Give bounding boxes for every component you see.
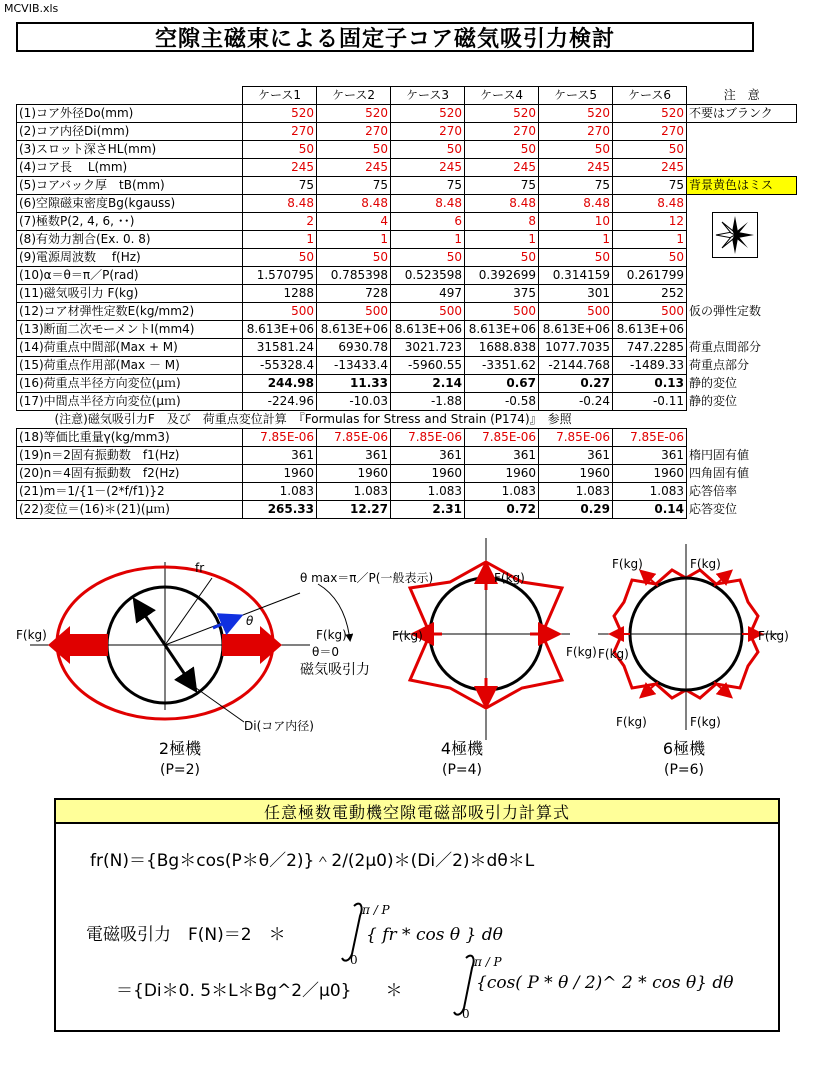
file-name: MCVIB.xls bbox=[4, 2, 59, 15]
row-value: 50 bbox=[613, 141, 687, 159]
row-value: 50 bbox=[391, 141, 465, 159]
row-value: 520 bbox=[243, 105, 317, 123]
row-label: (7)極数P(2, 4, 6, ･･) bbox=[17, 213, 243, 231]
row-value: 1.083 bbox=[243, 483, 317, 501]
row-value: 50 bbox=[613, 249, 687, 267]
row-value: 6930.78 bbox=[317, 339, 391, 357]
calc-note: (注意)磁気吸引力F 及び 荷重点変位計算 『Formulas for Stress and Strain (P174)』 参照 bbox=[54, 412, 572, 426]
row-value: 1960 bbox=[613, 465, 687, 483]
table-row bbox=[17, 447, 797, 465]
row-label: (18)等価比重量γ(kg/mm3) bbox=[17, 429, 243, 447]
row-note: 荷重点間部分 bbox=[689, 340, 762, 354]
row-value: 50 bbox=[539, 141, 613, 159]
row-value: 8.48 bbox=[317, 195, 391, 213]
row-label: (20)n＝4固有振動数 f2(Hz) bbox=[17, 465, 243, 483]
force-label-tl-6p: F(kg) bbox=[612, 557, 643, 571]
row-value: -10.03 bbox=[317, 393, 391, 411]
column-header: ケース1 bbox=[243, 87, 317, 105]
row-value: 8.48 bbox=[391, 195, 465, 213]
row-value: 8.48 bbox=[243, 195, 317, 213]
row-value: 0.785398 bbox=[317, 267, 391, 285]
int1-lower: 0 bbox=[350, 953, 358, 966]
int1-body: { fr * cos θ } dθ bbox=[366, 925, 503, 945]
row-value: 0.67 bbox=[465, 375, 539, 393]
row-value: 0.392699 bbox=[465, 267, 539, 285]
row-value: 500 bbox=[465, 303, 539, 321]
table-row bbox=[17, 213, 797, 231]
row-value: 1288 bbox=[243, 285, 317, 303]
row-value: 6 bbox=[391, 213, 465, 231]
two-pole-diagram bbox=[16, 561, 433, 733]
row-value: 1.083 bbox=[391, 483, 465, 501]
force-label-right: F(kg) bbox=[316, 628, 347, 642]
row-value: 11.33 bbox=[317, 375, 391, 393]
row-value: 50 bbox=[539, 249, 613, 267]
row-value: 50 bbox=[317, 141, 391, 159]
table-row bbox=[17, 501, 797, 519]
row-value: -1489.33 bbox=[613, 357, 687, 375]
row-value: 270 bbox=[391, 123, 465, 141]
force-label-bl-6p: F(kg) bbox=[616, 715, 647, 729]
row-value: 500 bbox=[243, 303, 317, 321]
table-row bbox=[17, 123, 797, 141]
row-note: 仮の弾性定数 bbox=[689, 304, 762, 318]
table-row bbox=[17, 483, 797, 501]
row-value: 1 bbox=[539, 231, 613, 249]
row-value: 361 bbox=[465, 447, 539, 465]
row-value: 0.72 bbox=[465, 501, 539, 519]
row-value: 0.27 bbox=[539, 375, 613, 393]
table-row bbox=[17, 321, 797, 339]
column-header: ケース3 bbox=[391, 87, 465, 105]
row-value: -0.11 bbox=[613, 393, 687, 411]
row-value: -55328.4 bbox=[243, 357, 317, 375]
table-row bbox=[17, 357, 797, 375]
row-value: 4 bbox=[317, 213, 391, 231]
row-value: 75 bbox=[391, 177, 465, 195]
row-value: 1960 bbox=[317, 465, 391, 483]
row-label: (1)コア外径Do(mm) bbox=[17, 105, 243, 123]
row-value: 0.261799 bbox=[613, 267, 687, 285]
row-value: 0.314159 bbox=[539, 267, 613, 285]
row-value: 8.48 bbox=[465, 195, 539, 213]
row-value: 361 bbox=[391, 447, 465, 465]
column-header: ケース2 bbox=[317, 87, 391, 105]
row-value: 270 bbox=[465, 123, 539, 141]
row-value: 8.613E+06 bbox=[243, 321, 317, 339]
row-value: 12.27 bbox=[317, 501, 391, 519]
row-note: 応答変位 bbox=[689, 502, 738, 516]
row-value: 75 bbox=[317, 177, 391, 195]
compass-icon bbox=[712, 212, 758, 258]
row-value: 245 bbox=[465, 159, 539, 177]
caption-6pole-p: (P=6) bbox=[663, 762, 705, 778]
row-value: 1960 bbox=[243, 465, 317, 483]
force-label-right-4p: F(kg) bbox=[566, 645, 597, 659]
caption-4pole: 4極機 bbox=[440, 739, 484, 758]
row-value: 1.083 bbox=[613, 483, 687, 501]
row-label: (13)断面二次モーメントI(mm4) bbox=[17, 321, 243, 339]
row-value: 3021.723 bbox=[391, 339, 465, 357]
row-value: 1 bbox=[613, 231, 687, 249]
row-value: 361 bbox=[317, 447, 391, 465]
force-label-tr-6p: F(kg) bbox=[690, 557, 721, 571]
integral-2 bbox=[452, 952, 772, 1022]
row-value: 1 bbox=[465, 231, 539, 249]
row-value: -13433.4 bbox=[317, 357, 391, 375]
caption-6pole: 6極機 bbox=[662, 739, 706, 758]
row-value: 0.523598 bbox=[391, 267, 465, 285]
row-value: -2144.768 bbox=[539, 357, 613, 375]
row-label: (22)変位＝(16)＊(21)(μｍ) bbox=[17, 501, 243, 519]
table-row bbox=[17, 159, 797, 177]
row-value: 728 bbox=[317, 285, 391, 303]
row-value: 31581.24 bbox=[243, 339, 317, 357]
column-header: ケース5 bbox=[539, 87, 613, 105]
row-value: 7.85E-06 bbox=[539, 429, 613, 447]
row-value: 1960 bbox=[465, 465, 539, 483]
row-value: 1077.7035 bbox=[539, 339, 613, 357]
row-value: 8.613E+06 bbox=[317, 321, 391, 339]
table-row bbox=[17, 195, 797, 213]
row-label: (21)m＝1/{1－(2*f/f1)}2 bbox=[17, 483, 243, 501]
row-label: (14)荷重点中間部(Max + M) bbox=[17, 339, 243, 357]
row-value: 270 bbox=[613, 123, 687, 141]
row-value: -224.96 bbox=[243, 393, 317, 411]
formula-title: 任意極数電動機空隙電磁部吸引力計算式 bbox=[54, 798, 780, 824]
row-value: 7.85E-06 bbox=[317, 429, 391, 447]
row-value: 50 bbox=[391, 249, 465, 267]
row-label: (12)コア材弾性定数E(kg/mm2) bbox=[17, 303, 243, 321]
row-value: 361 bbox=[613, 447, 687, 465]
force-label-br-6p: F(kg) bbox=[690, 715, 721, 729]
row-label: (10)α＝θ＝π／P(rad) bbox=[17, 267, 243, 285]
row-value: 520 bbox=[465, 105, 539, 123]
row-value: 1.083 bbox=[539, 483, 613, 501]
row-note bbox=[687, 267, 797, 285]
table-row bbox=[17, 429, 797, 447]
row-note bbox=[687, 159, 797, 177]
int1-upper: π / P bbox=[362, 903, 390, 917]
calc-table bbox=[16, 86, 797, 519]
row-note: 背景黄色はミス bbox=[687, 177, 797, 195]
row-value: 245 bbox=[391, 159, 465, 177]
column-header: ケース6 bbox=[613, 87, 687, 105]
theta-label: θ bbox=[246, 614, 254, 628]
row-note: 四角固有値 bbox=[689, 466, 750, 480]
row-value: 7.85E-06 bbox=[243, 429, 317, 447]
row-value: 1688.838 bbox=[465, 339, 539, 357]
table-row bbox=[17, 393, 797, 411]
force-label-right-6p: F(kg) bbox=[758, 629, 789, 643]
row-note: 応答倍率 bbox=[689, 484, 738, 498]
force-label-left: F(kg) bbox=[16, 628, 47, 642]
row-value: 265.33 bbox=[243, 501, 317, 519]
row-value: 500 bbox=[317, 303, 391, 321]
row-note bbox=[687, 429, 797, 447]
row-value: 7.85E-06 bbox=[613, 429, 687, 447]
table-row bbox=[17, 267, 797, 285]
row-value: 2.31 bbox=[391, 501, 465, 519]
row-label: (19)n＝2固有振動数 f1(Hz) bbox=[17, 447, 243, 465]
table-row bbox=[17, 141, 797, 159]
force-label-top-4p: F(kg) bbox=[494, 571, 525, 585]
header-blank bbox=[17, 87, 243, 105]
theta-zero-label: θ＝0 bbox=[312, 645, 339, 659]
calc-note-row bbox=[17, 411, 797, 429]
row-note: 楕円固有値 bbox=[689, 448, 750, 462]
row-value: 8.613E+06 bbox=[613, 321, 687, 339]
row-value: 8.613E+06 bbox=[539, 321, 613, 339]
row-value: 497 bbox=[391, 285, 465, 303]
row-value: 500 bbox=[539, 303, 613, 321]
force-label-left-6p: F(kg) bbox=[598, 647, 629, 661]
row-value: 270 bbox=[317, 123, 391, 141]
row-value: 1960 bbox=[391, 465, 465, 483]
row-value: 8 bbox=[465, 213, 539, 231]
row-value: 50 bbox=[243, 249, 317, 267]
row-value: 75 bbox=[243, 177, 317, 195]
row-value: 8.48 bbox=[539, 195, 613, 213]
row-value: 8.48 bbox=[613, 195, 687, 213]
row-note: 荷重点部分 bbox=[689, 358, 750, 372]
row-note: 静的変位 bbox=[689, 394, 738, 408]
caption-2pole: 2極機 bbox=[158, 739, 202, 758]
four-pole-diagram bbox=[392, 538, 597, 740]
row-label: (8)有効力割合(Ex. 0. 8) bbox=[17, 231, 243, 249]
row-value: 0.13 bbox=[613, 375, 687, 393]
row-label: (17)中間点半径方向変位(μｍ) bbox=[17, 393, 243, 411]
caption-4pole-p: (P=4) bbox=[441, 762, 483, 778]
row-value: 50 bbox=[317, 249, 391, 267]
row-value: -5960.55 bbox=[391, 357, 465, 375]
row-note bbox=[687, 195, 797, 213]
row-value: 252 bbox=[613, 285, 687, 303]
row-value: 50 bbox=[465, 141, 539, 159]
row-note: 不要はブランク bbox=[687, 105, 797, 123]
row-value: 7.85E-06 bbox=[391, 429, 465, 447]
row-value: 301 bbox=[539, 285, 613, 303]
formula-line-3-label: ＝{Di＊0. 5＊L＊Bg^2／μ0} ＊ bbox=[116, 981, 403, 1001]
row-label: (6)空隙磁束密度Bg(kgauss) bbox=[17, 195, 243, 213]
magnetic-force-label: 磁気吸引力 bbox=[300, 662, 370, 678]
row-value: 12 bbox=[613, 213, 687, 231]
row-value: -0.58 bbox=[465, 393, 539, 411]
row-value: 245 bbox=[317, 159, 391, 177]
int2-body: {cos( P * θ / 2)^ 2 * cos θ} dθ bbox=[476, 973, 734, 993]
row-value: 245 bbox=[613, 159, 687, 177]
row-value: 245 bbox=[539, 159, 613, 177]
row-value: -1.88 bbox=[391, 393, 465, 411]
row-value: 270 bbox=[539, 123, 613, 141]
row-note bbox=[687, 123, 797, 141]
table-row bbox=[17, 375, 797, 393]
column-header: ケース4 bbox=[465, 87, 539, 105]
row-value: 10 bbox=[539, 213, 613, 231]
row-value: 520 bbox=[613, 105, 687, 123]
table-row bbox=[17, 303, 797, 321]
row-label: (2)コア内径Di(mm) bbox=[17, 123, 243, 141]
table-row bbox=[17, 249, 797, 267]
row-value: 520 bbox=[317, 105, 391, 123]
row-value: 1 bbox=[391, 231, 465, 249]
row-value: 75 bbox=[613, 177, 687, 195]
row-value: 375 bbox=[465, 285, 539, 303]
row-value: 0.29 bbox=[539, 501, 613, 519]
row-value: 520 bbox=[539, 105, 613, 123]
row-value: 361 bbox=[539, 447, 613, 465]
row-value: 1.083 bbox=[317, 483, 391, 501]
header-row bbox=[17, 87, 797, 105]
row-value: 2 bbox=[243, 213, 317, 231]
table-row bbox=[17, 285, 797, 303]
row-value: 75 bbox=[465, 177, 539, 195]
row-label: (3)スロット深さHL(mm) bbox=[17, 141, 243, 159]
row-value: 245 bbox=[243, 159, 317, 177]
six-pole-diagram bbox=[598, 544, 789, 730]
row-value: 1.570795 bbox=[243, 267, 317, 285]
int2-upper: π / P bbox=[474, 955, 502, 969]
row-value: 8.613E+06 bbox=[391, 321, 465, 339]
table-row bbox=[17, 339, 797, 357]
table-row bbox=[17, 465, 797, 483]
row-label: (16)荷重点半径方向変位(μｍ) bbox=[17, 375, 243, 393]
notes-header: 注 意 bbox=[723, 87, 760, 102]
row-label: (9)電源周波数 f(Hz) bbox=[17, 249, 243, 267]
row-value: 50 bbox=[243, 141, 317, 159]
row-label: (4)コア長 L(mm) bbox=[17, 159, 243, 177]
row-note: 静的変位 bbox=[689, 376, 738, 390]
row-value: 1 bbox=[243, 231, 317, 249]
row-note bbox=[687, 141, 797, 159]
row-value: 500 bbox=[613, 303, 687, 321]
row-value: 270 bbox=[243, 123, 317, 141]
caption-2pole-p: (P=2) bbox=[159, 762, 201, 778]
row-value: 244.98 bbox=[243, 375, 317, 393]
row-value: 8.613E+06 bbox=[465, 321, 539, 339]
row-label: (15)荷重点作用部(Max － M) bbox=[17, 357, 243, 375]
row-label: (11)磁気吸引力 F(kg) bbox=[17, 285, 243, 303]
row-value: 1960 bbox=[539, 465, 613, 483]
row-value: 75 bbox=[539, 177, 613, 195]
table-row bbox=[17, 231, 797, 249]
force-label-left-4p: F(kg) bbox=[392, 629, 423, 643]
row-label: (5)コアバック厚 tB(mm) bbox=[17, 177, 243, 195]
row-value: 361 bbox=[243, 447, 317, 465]
int2-lower: 0 bbox=[462, 1007, 470, 1021]
theta-max-label: θ max＝π／P(一般表示) bbox=[300, 571, 434, 585]
table-row bbox=[17, 105, 797, 123]
row-value: 747.2285 bbox=[613, 339, 687, 357]
row-note bbox=[687, 285, 797, 303]
formula-line-1: fr(N)＝{Bg＊cos(P＊θ／2)}＾2/(2μ0)＊(Di／2)＊dθ＊L bbox=[90, 851, 535, 871]
row-value: -0.24 bbox=[539, 393, 613, 411]
row-value: 1 bbox=[317, 231, 391, 249]
row-value: 0.14 bbox=[613, 501, 687, 519]
row-value: 1.083 bbox=[465, 483, 539, 501]
row-value: -3351.62 bbox=[465, 357, 539, 375]
formula-line-2-label: 電磁吸引力 F(N)＝2 ＊ bbox=[86, 925, 286, 945]
table-row bbox=[17, 177, 797, 195]
pole-diagrams bbox=[0, 530, 817, 790]
di-label: Di(コア内径) bbox=[244, 719, 314, 733]
row-value: 520 bbox=[391, 105, 465, 123]
row-value: 500 bbox=[391, 303, 465, 321]
row-value: 50 bbox=[465, 249, 539, 267]
row-value: 2.14 bbox=[391, 375, 465, 393]
row-value: 7.85E-06 bbox=[465, 429, 539, 447]
page-title: 空隙主磁束による固定子コア磁気吸引力検討 bbox=[16, 22, 754, 52]
fr-label: fr bbox=[195, 561, 205, 575]
row-note bbox=[687, 321, 797, 339]
